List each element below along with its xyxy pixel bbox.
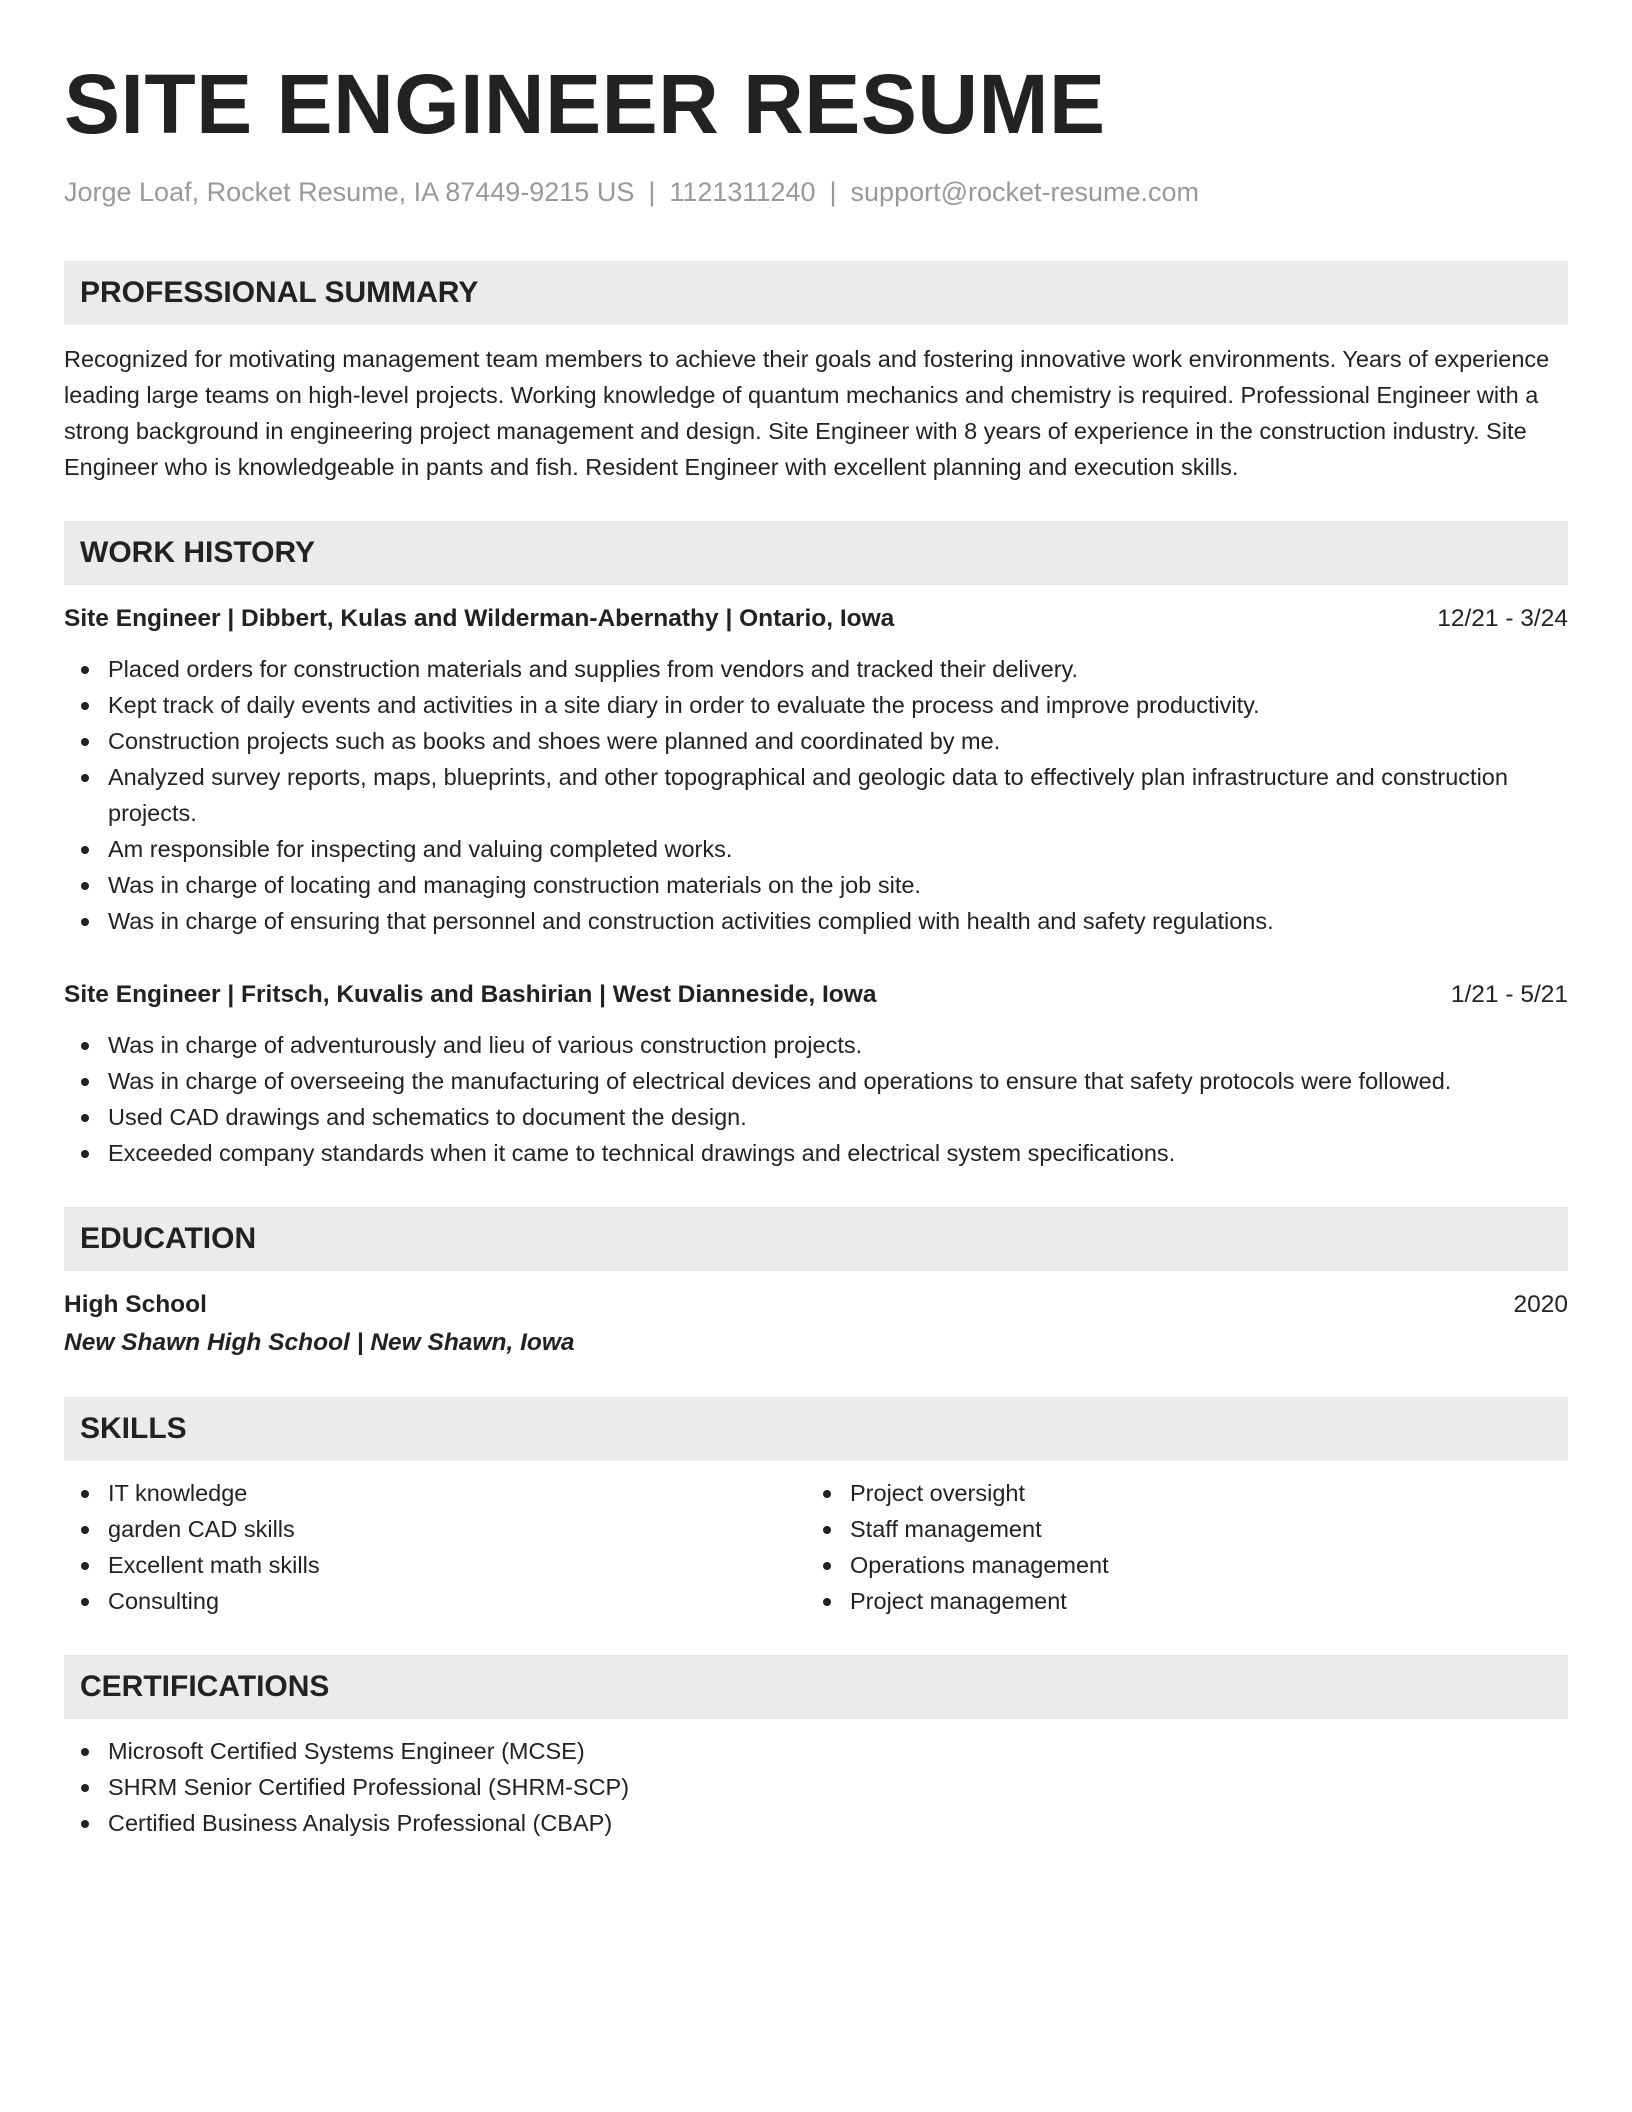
list-item: IT knowledge	[64, 1475, 806, 1511]
education-school: New Shawn High School | New Shawn, Iowa	[64, 1329, 575, 1356]
summary-text: Recognized for motivating management team members to achieve their goals and fostering innovative work environments. Years of experience leading large teams on high-level projects. Working knowledge of quantum mechanics and chemistry is required. Professional Engineer with a strong background in engineering project management and design. Site Engineer with 8 years of experience in the construction industry. Site Engineer who is knowledgeable in pants and fish. Resident Engineer with excellent planning and execution skills.	[64, 346, 1550, 480]
education-year: 2020	[1513, 1291, 1568, 1318]
job-header	[64, 601, 1568, 637]
list-item: Was in charge of overseeing the manufacturing of electrical devices and operations to ensure that safety protocols were followed.	[64, 1063, 1568, 1099]
list-item: Exceeded company standards when it came to technical drawings and electrical system specifications.	[64, 1135, 1568, 1171]
certifications-list	[64, 1733, 1568, 1841]
contact-phone: 1121311240	[669, 177, 816, 207]
list-item: Used CAD drawings and schematics to document the design.	[64, 1099, 1568, 1135]
job-dates: 1/21 - 5/21	[1450, 981, 1568, 1008]
list-item: Project management	[806, 1583, 1548, 1619]
list-item: Was in charge of adventurously and lieu of various construction projects.	[64, 1027, 1568, 1063]
resume-page	[64, 56, 1568, 1841]
contact-address: Jorge Loaf, Rocket Resume, IA 87449-9215 US	[64, 177, 635, 207]
section-header-certifications: CERTIFICATIONS	[64, 1655, 1568, 1719]
list-item: Project oversight	[806, 1475, 1548, 1511]
list-item: Was in charge of ensuring that personnel and construction activities complied with health and safety regulations.	[64, 903, 1568, 939]
list-item: SHRM Senior Certified Professional (SHRM-SCP)	[64, 1769, 1568, 1805]
job-title: Site Engineer | Fritsch, Kuvalis and Bashirian | West Dianneside, Iowa	[64, 981, 877, 1008]
skills-column-left	[64, 1475, 806, 1619]
job-bullets	[64, 1027, 1568, 1171]
list-item: Placed orders for construction materials and supplies from vendors and tracked their delivery.	[64, 651, 1568, 687]
list-item: Construction projects such as books and shoes were planned and coordinated by me.	[64, 723, 1568, 759]
list-item: Excellent math skills	[64, 1547, 806, 1583]
job-header	[64, 977, 1568, 1013]
contact-line	[64, 174, 1568, 210]
contact-separator: |	[829, 177, 837, 207]
job-title: Site Engineer | Dibbert, Kulas and Wilderman-Abernathy | Ontario, Iowa	[64, 605, 895, 632]
list-item: Am responsible for inspecting and valuing completed works.	[64, 831, 1568, 867]
section-header-summary: PROFESSIONAL SUMMARY	[64, 261, 1568, 325]
list-item: Staff management	[806, 1511, 1548, 1547]
list-item: Kept track of daily events and activities in a site diary in order to evaluate the process and improve productivity.	[64, 687, 1568, 723]
list-item: Consulting	[64, 1583, 806, 1619]
education-degree: High School	[64, 1291, 207, 1318]
job-dates: 12/21 - 3/24	[1437, 605, 1568, 632]
education-header	[64, 1287, 1568, 1323]
list-item: Was in charge of locating and managing construction materials on the job site.	[64, 867, 1568, 903]
list-item: Operations management	[806, 1547, 1548, 1583]
list-item: Certified Business Analysis Professional (CBAP)	[64, 1805, 1568, 1841]
contact-email: support@rocket-resume.com	[850, 177, 1200, 207]
list-item: garden CAD skills	[64, 1511, 806, 1547]
section-header-education: EDUCATION	[64, 1207, 1568, 1271]
list-item: Microsoft Certified Systems Engineer (MCSE)	[64, 1733, 1568, 1769]
contact-separator: |	[648, 177, 656, 207]
job-bullets	[64, 651, 1568, 939]
section-header-work-history: WORK HISTORY	[64, 521, 1568, 585]
section-header-skills: SKILLS	[64, 1397, 1568, 1461]
skills-grid	[64, 1475, 1568, 1619]
skills-column-right	[806, 1475, 1548, 1619]
resume-title: SITE ENGINEER RESUME	[64, 57, 1106, 151]
list-item: Analyzed survey reports, maps, blueprints, and other topographical and geologic data to effectively plan infrastructure and construction projects.	[64, 759, 1568, 831]
